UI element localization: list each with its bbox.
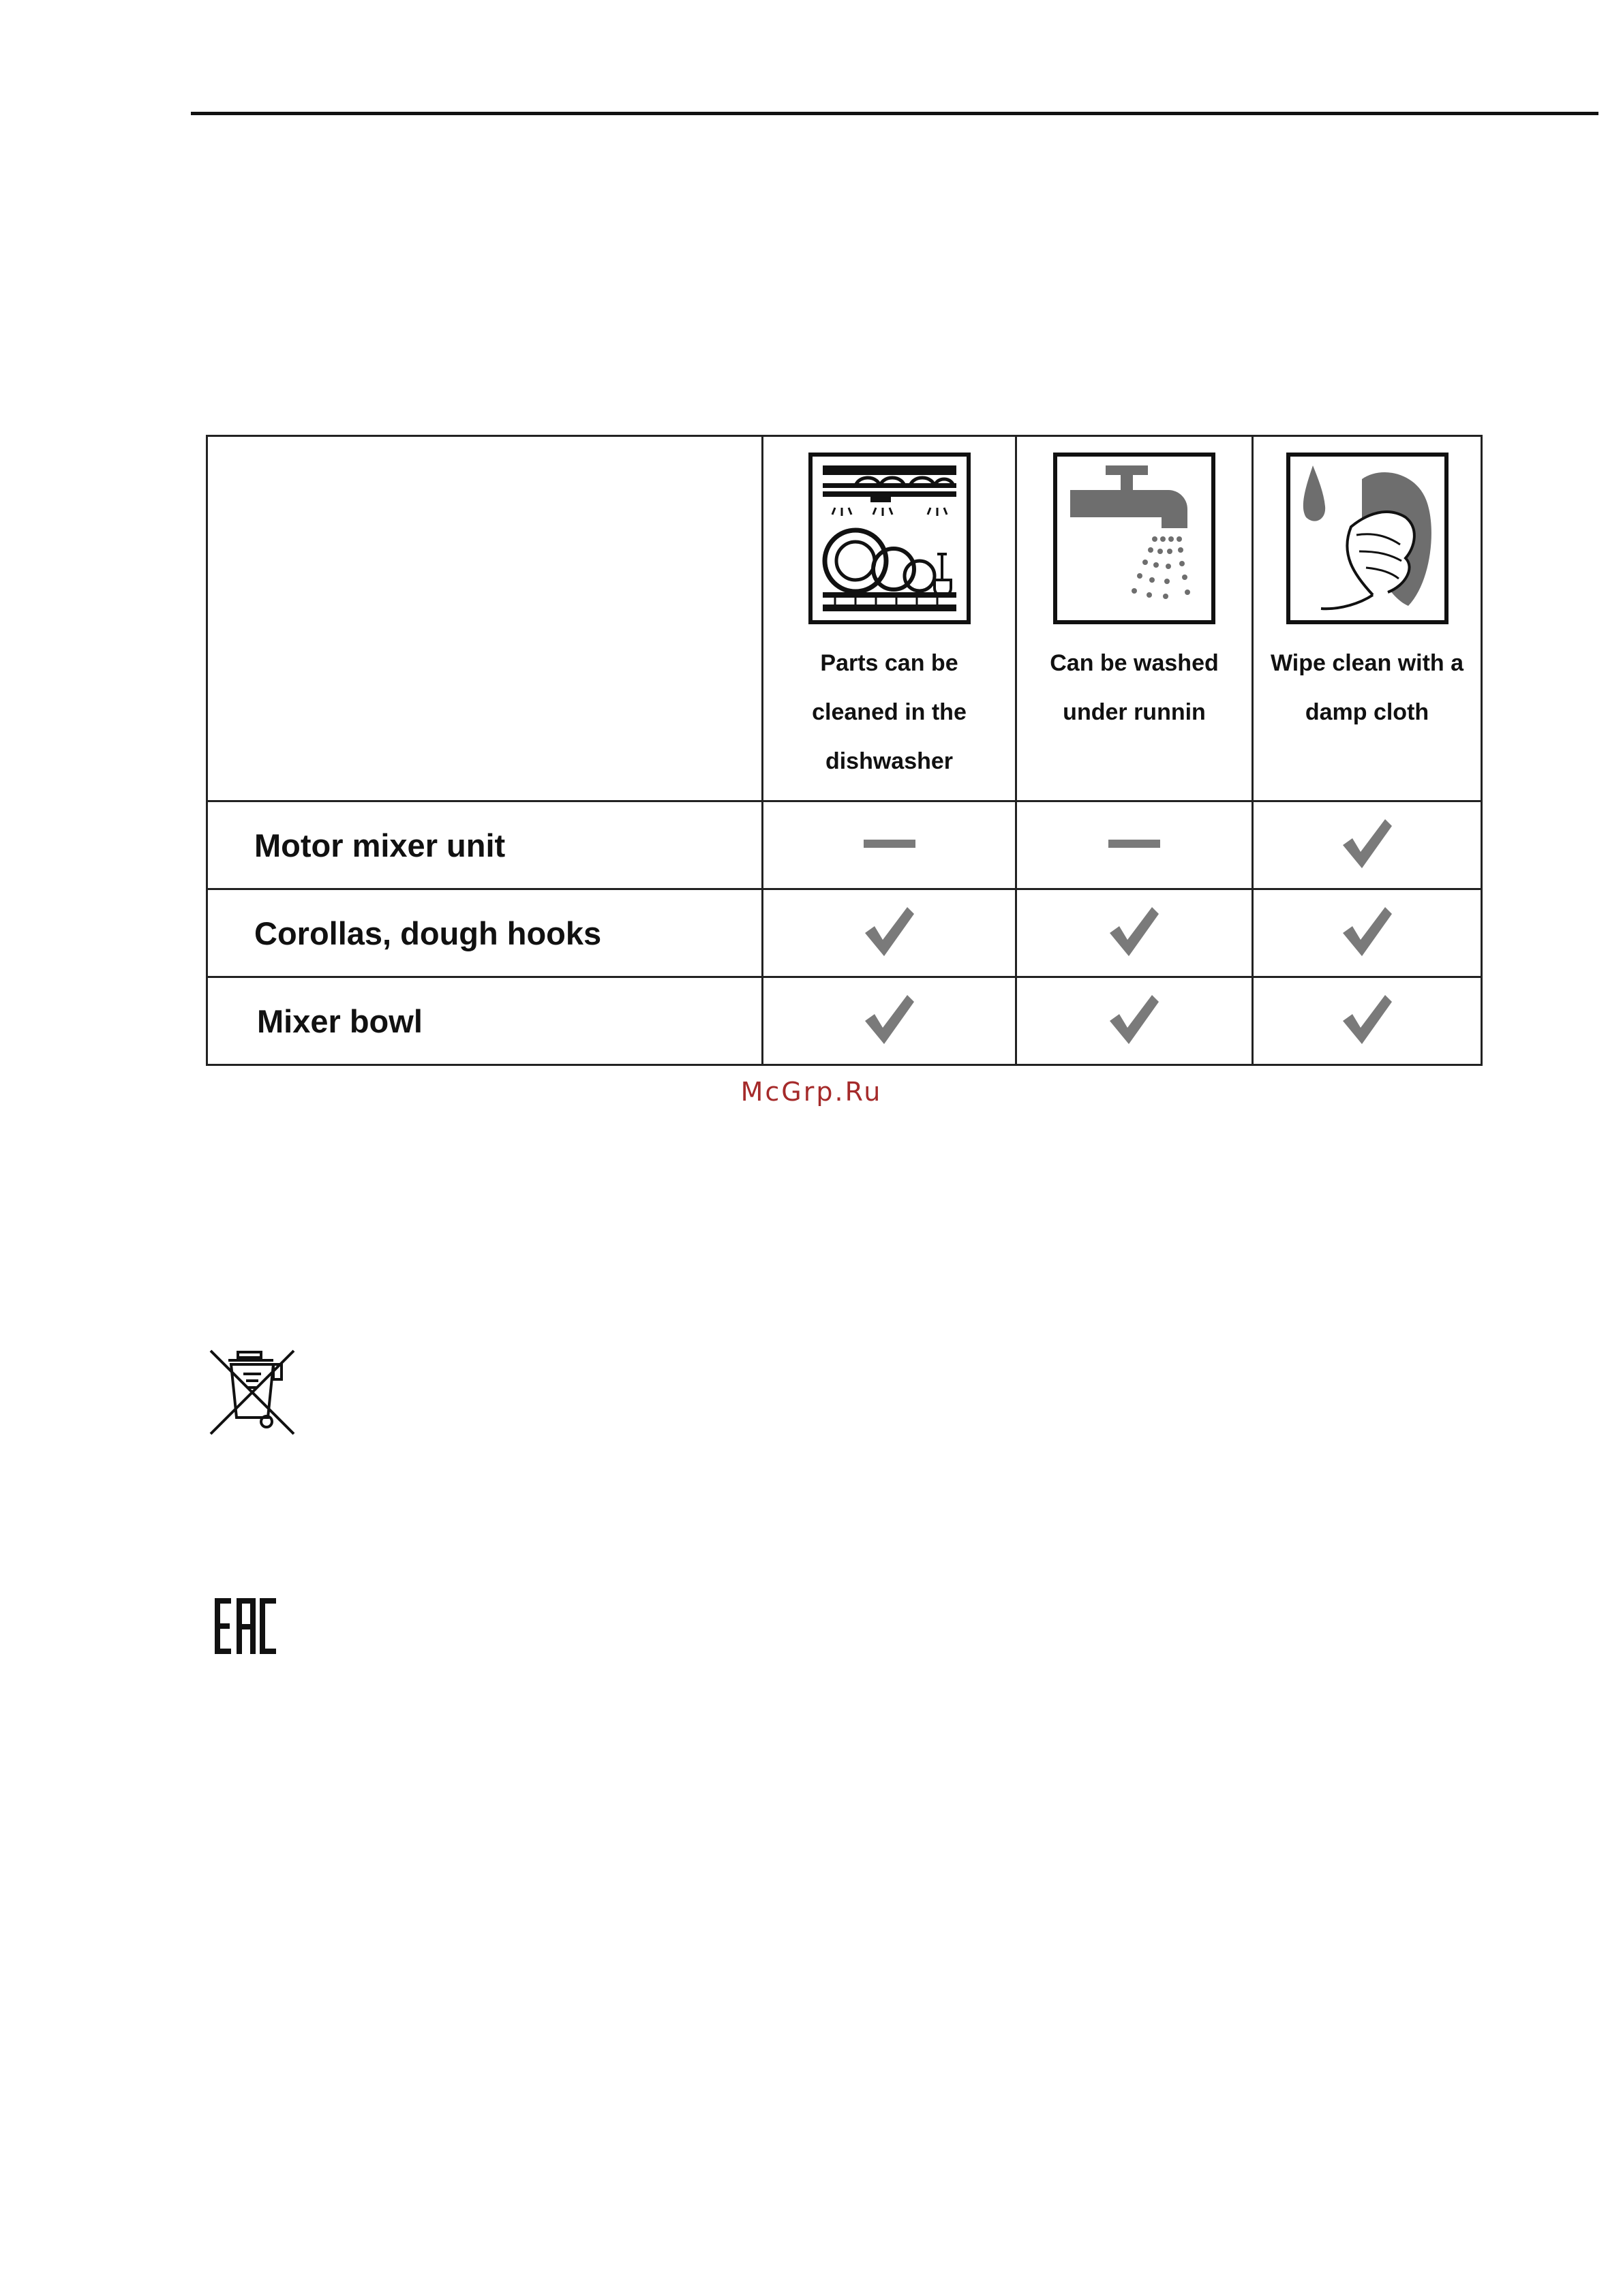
header-rule (191, 112, 1598, 115)
method-running-water-cell (1016, 436, 1253, 801)
faucet-icon (1052, 452, 1216, 625)
crossed-out-wheelie-bin-icon (208, 1349, 297, 1435)
item-label-corollas-dough-hooks: Corollas, dough hooks (254, 915, 602, 951)
method-label-running-water: Can be washed under runnin (1050, 650, 1219, 725)
eac-conformity-mark (215, 1598, 276, 1657)
method-label-wipe: Wipe clean with a damp cloth (1270, 650, 1464, 725)
not-recommended-dash-icon (1107, 836, 1162, 852)
checkmark-icon (1340, 816, 1395, 871)
eac-mark-icon (215, 1598, 276, 1654)
checkmark-icon (1107, 904, 1162, 959)
table-row (207, 801, 1482, 889)
method-label-dishwasher: Parts can be cleaned in the dishwasher (812, 650, 967, 774)
method-wipe-cell (1253, 436, 1482, 801)
table-row (207, 889, 1482, 977)
method-dishwasher-cell (763, 436, 1016, 801)
table-corner-cell (207, 436, 763, 801)
wipe-cloth-icon (1286, 452, 1449, 625)
checkmark-icon (1340, 904, 1395, 959)
not-recommended-dash-icon (862, 836, 917, 852)
item-label-mixer-bowl: Mixer bowl (257, 1002, 423, 1039)
item-label-motor-mixer-unit: Motor mixer unit (254, 827, 506, 863)
dishwasher-icon (808, 452, 971, 625)
cleaning-care-table (206, 435, 1483, 1066)
table-row (207, 977, 1482, 1065)
checkmark-icon (1107, 992, 1162, 1047)
table-header-row (207, 436, 1482, 801)
checkmark-icon (862, 904, 917, 959)
checkmark-icon (1340, 992, 1395, 1047)
checkmark-icon (862, 992, 917, 1047)
watermark: McGrp.Ru (740, 1077, 883, 1107)
